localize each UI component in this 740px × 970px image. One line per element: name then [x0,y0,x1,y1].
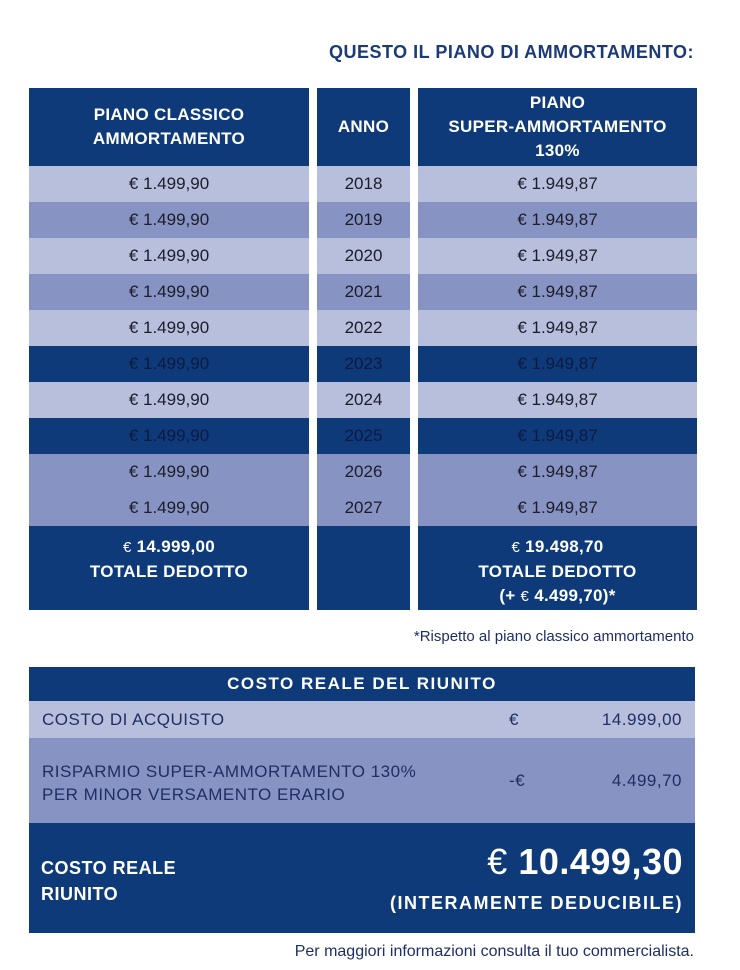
currency-symbol: € [520,588,530,605]
cell-super-amount: € 1.949,87 [418,310,697,346]
header-line: AMMORTAMENTO [92,129,246,148]
cell-super-amount: € 1.949,87 [418,238,697,274]
cell-super-amount: € 1.949,87 [418,454,697,490]
footnote: *Rispetto al piano classico ammortamento [413,628,694,645]
extra-amount: 4.499,70)* [529,586,616,605]
currency-symbol: -€ [509,771,526,790]
cell-anno: 2023 [317,346,410,382]
cell-super-amount: € 1.949,87 [418,202,697,238]
column-super-ammortamento [418,88,697,610]
cell-anno: 2021 [317,274,410,310]
risparmio-label-line1: RISPARMIO SUPER-AMMORTAMENTO 130% [42,762,417,781]
footer-text: Per maggiori informazioni consulta il tuo commercialista. [294,943,694,960]
costo-reale-label-line2: RIUNITO [41,884,119,904]
header-super-ammortamento [418,88,697,166]
costo-reale-amount: 10.499,30 [518,841,683,882]
cell-classico-amount: € 1.499,90 [29,274,309,310]
total-anno-empty [317,526,410,610]
currency-symbol: € [511,539,521,556]
cell-anno: 2024 [317,382,410,418]
cell-anno: 2020 [317,238,410,274]
cell-anno: 2019 [317,202,410,238]
costo-header: COSTO REALE DEL RIUNITO [29,667,695,701]
cell-anno: 2018 [317,166,410,202]
costo-reale-amount-group [487,841,683,883]
total-label: TOTALE DEDOTTO [478,562,637,581]
cell-super-amount: € 1.949,87 [418,274,697,310]
cell-super-amount: € 1.949,87 [418,418,697,454]
cell-super-amount: € 1.949,87 [418,382,697,418]
column-anno [317,88,410,610]
costo-reale-label-line1: COSTO REALE [41,858,177,878]
cell-super-amount: € 1.949,87 [418,346,697,382]
cell-anno: 2022 [317,310,410,346]
header-line: PIANO CLASSICO [93,105,245,124]
page-title: QUESTO IL PIANO DI AMMORTAMENTO: [328,42,694,62]
cell-classico-amount: € 1.499,90 [29,166,309,202]
costo-reale-note: (INTERAMENTE DEDUCIBILE) [390,893,683,913]
cell-super-amount: € 1.949,87 [418,490,697,526]
cell-classico-amount: € 1.499,90 [29,202,309,238]
column-piano-classico [29,88,309,610]
currency-symbol: € [509,710,519,729]
cell-classico-amount: € 1.499,90 [29,238,309,274]
costo-reale-row [29,823,695,933]
cell-classico-amount: € 1.499,90 [29,490,309,526]
currency-symbol: € [487,841,508,882]
cell-classico-amount: € 1.499,90 [29,382,309,418]
cell-super-amount: € 1.949,87 [418,166,697,202]
total-classico [29,526,309,610]
total-extra [499,584,615,609]
currency-symbol: € [122,539,132,556]
cell-classico-amount: € 1.499,90 [29,454,309,490]
cell-classico-amount: € 1.499,90 [29,310,309,346]
cell-classico-amount: € 1.499,90 [29,418,309,454]
header-anno: ANNO [317,88,410,166]
costo-acquisto-row [29,701,695,738]
risparmio-label-line2: PER MINOR VERSAMENTO ERARIO [42,785,346,804]
cell-anno: 2026 [317,454,410,490]
header-piano-classico [29,88,309,166]
cell-classico-amount: € 1.499,90 [29,346,309,382]
costo-acquisto-amount: 14.999,00 [601,710,682,729]
header-line: PIANO [529,93,586,112]
risparmio-row [29,738,695,823]
extra-open: (+ [499,586,521,605]
total-amount: 19.498,70 [525,537,604,556]
cell-anno: 2025 [317,418,410,454]
total-super [418,526,697,610]
risparmio-amount: 4.499,70 [611,771,682,790]
header-line: SUPER-AMMORTAMENTO [448,117,667,136]
costo-acquisto-label: COSTO DI ACQUISTO [42,710,225,729]
cell-anno: 2027 [317,490,410,526]
header-line: 130% [535,141,580,160]
total-amount: 14.999,00 [136,537,216,556]
total-label: TOTALE DEDOTTO [89,562,249,581]
